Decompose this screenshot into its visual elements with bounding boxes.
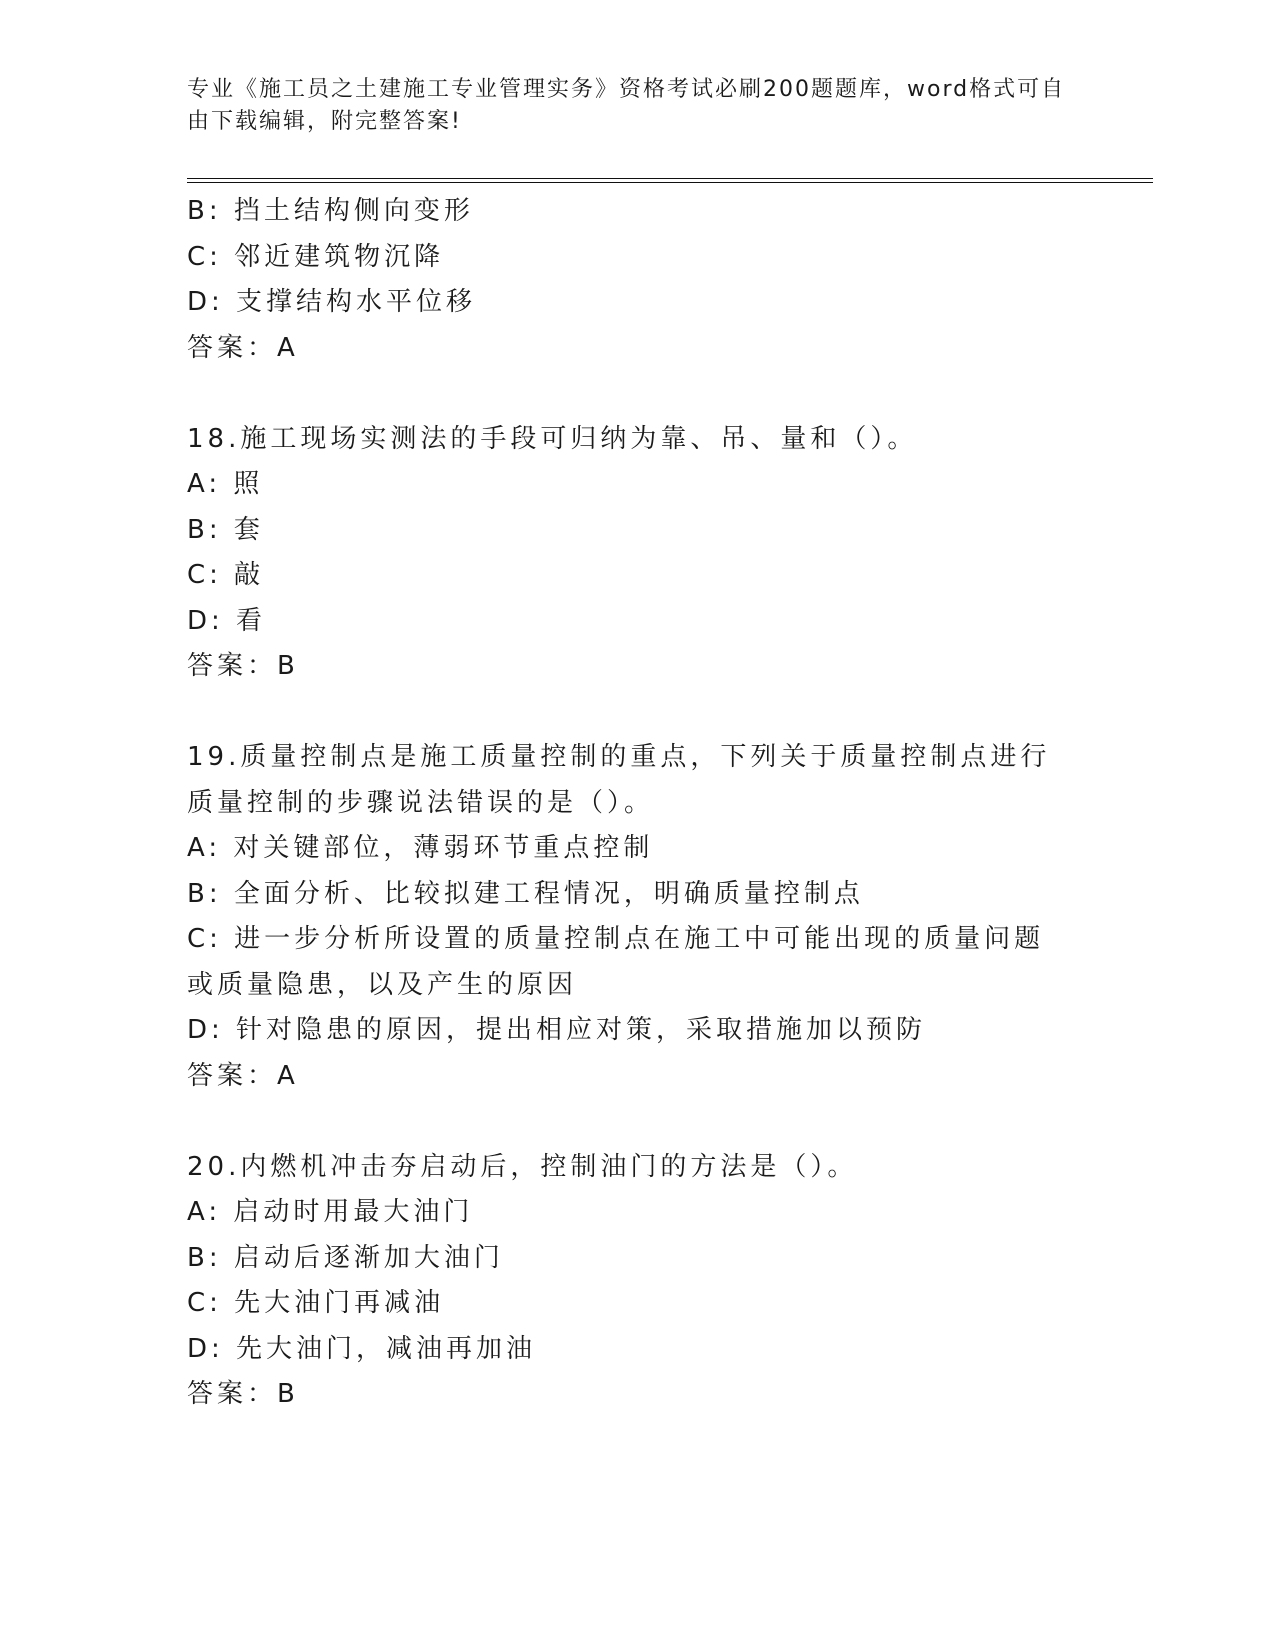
question-text: 18.施工现场实测法的手段可归纳为靠、吊、量和（）。	[187, 423, 918, 454]
option-b: B: 启动后逐渐加大油门	[187, 1242, 504, 1273]
option-d: D: 针对隐患的原因，提出相应对策，采取措施加以预防	[187, 1015, 927, 1045]
answer-line: 答案：B	[187, 651, 299, 681]
spacer	[187, 371, 1087, 417]
question-20	[187, 1145, 1087, 1418]
question-list	[187, 189, 1087, 1418]
option-d: D: 先大油门，减油再加油	[187, 1333, 537, 1364]
header-rule-top	[187, 178, 1153, 179]
option-a: A: 照	[187, 469, 264, 499]
option-a: A: 对关键部位，薄弱环节重点控制	[187, 833, 654, 863]
answer-line: 答案：A	[187, 1060, 299, 1091]
question-text: 19.质量控制点是施工质量控制的重点，下列关于质量控制点进行质量控制的步骤说法错误的是（）。	[187, 742, 1051, 818]
question-text: 20.内燃机冲击夯启动后，控制油门的方法是（）。	[187, 1151, 858, 1182]
question-17-continued	[187, 189, 1087, 371]
option-b: B: 套	[187, 514, 264, 545]
option-c: C: 进一步分析所设置的质量控制点在施工中可能出现的质量问题或质量隐患，以及产生的原因	[187, 924, 1045, 1000]
option-c: C: 敲	[187, 560, 265, 590]
option-c: C: 邻近建筑物沉降	[187, 241, 445, 272]
document-header: 专业《施工员之土建施工专业管理实务》资格考试必刷200题题库，word格式可自由下载编辑，附完整答案!	[187, 77, 1066, 134]
option-d: D: 看	[187, 605, 267, 636]
option-a: A: 启动时用最大油门	[187, 1197, 474, 1227]
spacer	[187, 1099, 1087, 1145]
option-c: C: 先大油门再减油	[187, 1288, 445, 1318]
option-d: D: 支撑结构水平位移	[187, 287, 477, 317]
question-19	[187, 735, 1087, 1099]
answer-line: 答案：A	[187, 332, 299, 363]
header-rule-bottom	[187, 182, 1153, 183]
option-b: B: 挡土结构侧向变形	[187, 196, 474, 226]
spacer	[187, 690, 1087, 736]
option-b: B: 全面分析、比较拟建工程情况，明确质量控制点	[187, 878, 864, 909]
question-18	[187, 417, 1087, 690]
answer-line: 答案：B	[187, 1379, 299, 1409]
